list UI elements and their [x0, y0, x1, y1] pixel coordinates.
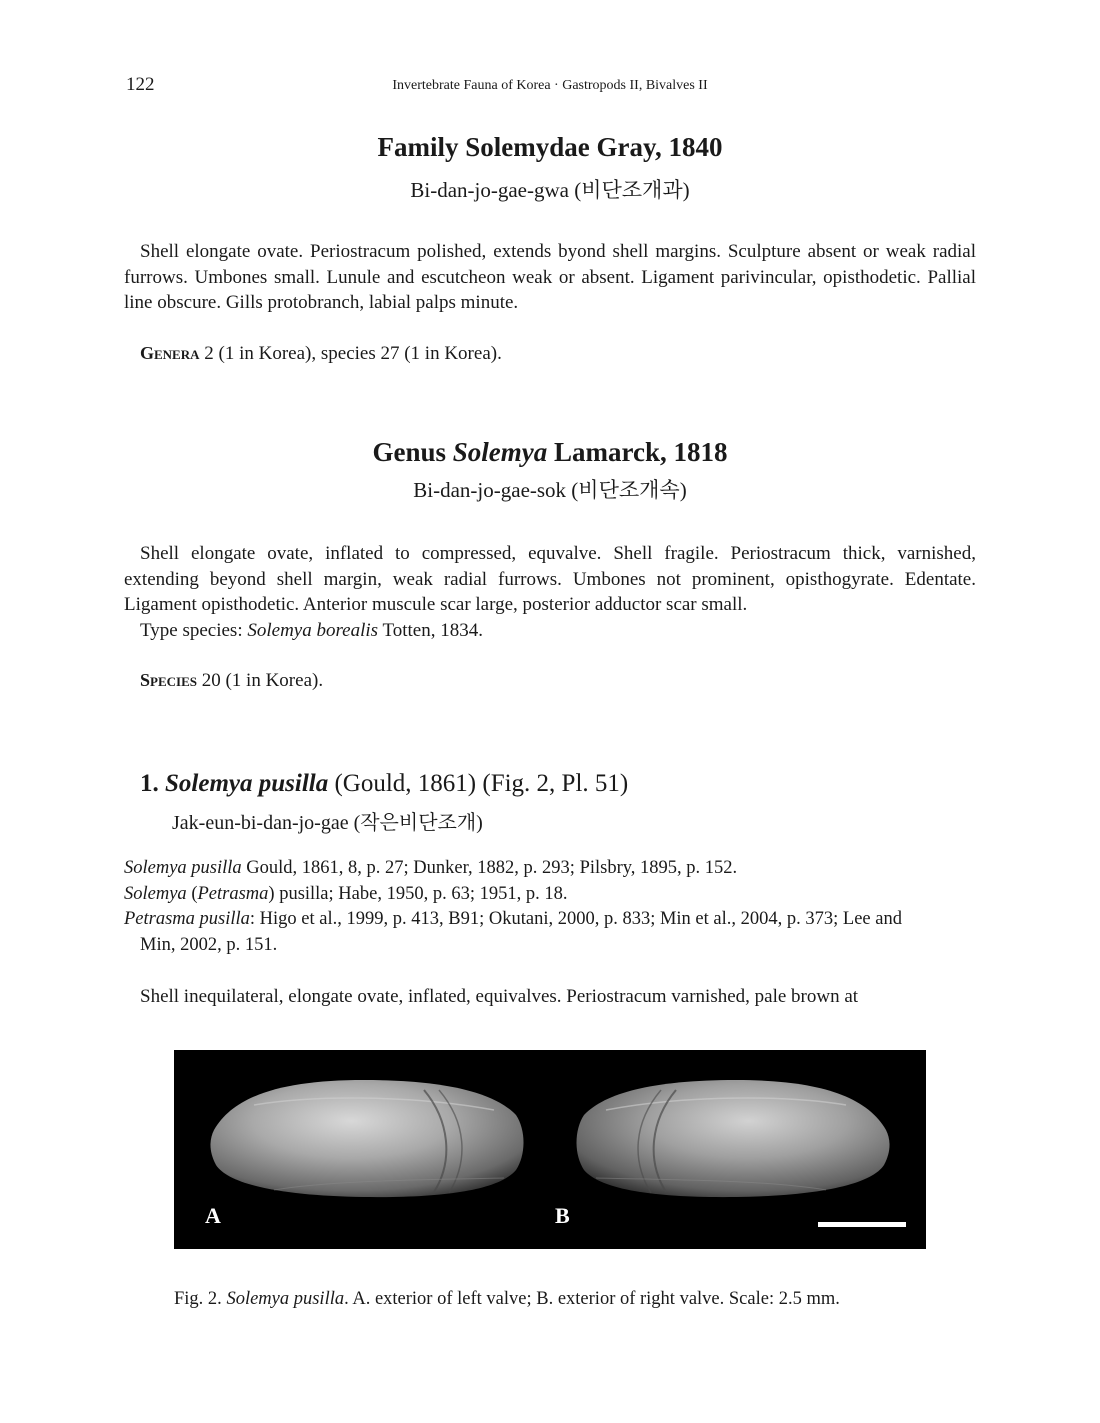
synonym-entry [124, 907, 976, 933]
caption-prefix: Fig. 2. [174, 1289, 227, 1309]
shell-left-valve [210, 1080, 523, 1197]
type-species [124, 618, 976, 644]
synonym-continuation: Min, 2002, p. 151. [140, 934, 278, 955]
genus-heading-suffix: Lamarck, 1818 [547, 437, 728, 467]
species-description [124, 984, 976, 1010]
synonym-subgenus: Petrasma [197, 883, 269, 904]
scale-bar [818, 1222, 906, 1227]
species-number: 1. [140, 770, 165, 797]
synonym-citation: ) pusilla; Habe, 1950, p. 63; 1951, p. 18. [268, 883, 568, 904]
genus-description [124, 541, 976, 643]
genus-heading [0, 437, 1100, 468]
species-count-text: 20 (1 in Korea). [196, 670, 324, 691]
species-description-text: Shell inequilateral, elongate ovate, inflated, equivalves. Periostracum varnished, pale brown at [140, 986, 859, 1007]
genera-text: 2 (1 in Korea), species 27 (1 in Korea). [199, 343, 502, 364]
running-header: Invertebrate Fauna of Korea · Gastropods II, Bivalves II [392, 78, 708, 93]
synonym-entry [124, 856, 976, 882]
family-genera-count [140, 343, 502, 365]
synonym-name: Petrasma pusilla [124, 909, 250, 929]
species-author-figs: (Gould, 1861) (Fig. 2, Pl. 51) [328, 770, 629, 797]
species-korean-name: Jak-eun-bi-dan-jo-gae (작은비단조개) [172, 812, 483, 834]
figure-caption [174, 1289, 840, 1310]
type-species-label: Type species: [140, 619, 248, 641]
synonym-name: Solemya pusilla [124, 858, 242, 878]
genus-species-count [140, 670, 323, 692]
family-description [124, 239, 976, 316]
species-label: Species [140, 670, 197, 690]
caption-species: Solemya pusilla [226, 1289, 345, 1309]
figure-label-a: A [205, 1203, 221, 1228]
synonym-name: Solemya [124, 883, 187, 904]
genera-label: Genera [140, 343, 200, 363]
page-number: 122 [126, 74, 155, 95]
family-description-text: Shell elongate ovate. Periostracum polished, extends byond shell margins. Sculpture absent or weak radial furrows. Umbones small. Lunule and escutcheon weak or absent. Ligament parivincular, opisthodetic. Pallial line obscure. Gills protobranch, labial palps minute. [124, 241, 976, 313]
caption-text: . A. exterior of left valve; B. exterior of right valve. Scale: 2.5 mm. [344, 1289, 840, 1309]
synonym-citation: Gould, 1861, 8, p. 27; Dunker, 1882, p. 293; Pilsbry, 1895, p. 152. [241, 858, 738, 878]
figure-photo-panel [174, 1050, 926, 1249]
synonym-paren: ( [186, 883, 198, 904]
synonym-citation: : Higo et al., 1999, p. 413, B91; Okutani, 2000, p. 833; Min et al., 2004, p. 373; Lee and [249, 909, 902, 929]
species-heading [140, 770, 628, 798]
figure-label-b: B [555, 1203, 570, 1228]
genus-korean-name: Bi-dan-jo-gae-sok (비단조개속) [413, 478, 687, 502]
shell-photographs [174, 1050, 926, 1249]
genus-description-text: Shell elongate ovate, inflated to compressed, equvalve. Shell fragile. Periostracum thick, varnished, extending beyond shell margin, weak radial furrows. Umbones not prominent, opisthogyrate. Edentate. Ligament opisthodetic. Anterior muscule scar large, posterior adductor scar small. [124, 543, 976, 615]
synonymy-list [124, 856, 976, 958]
shell-right-valve [577, 1080, 890, 1197]
genus-heading-name: Solemya [452, 437, 548, 467]
genus-heading-prefix: Genus [372, 437, 453, 467]
family-korean-name: Bi-dan-jo-gae-gwa (비단조개과) [410, 178, 690, 202]
type-species-author: Totten, 1834. [378, 619, 483, 641]
synonym-entry [124, 882, 976, 908]
type-species-name: Solemya borealis [247, 619, 379, 641]
family-heading: Family Solemydae Gray, 1840 [377, 132, 723, 162]
species-name: Solemya pusilla [165, 770, 329, 797]
